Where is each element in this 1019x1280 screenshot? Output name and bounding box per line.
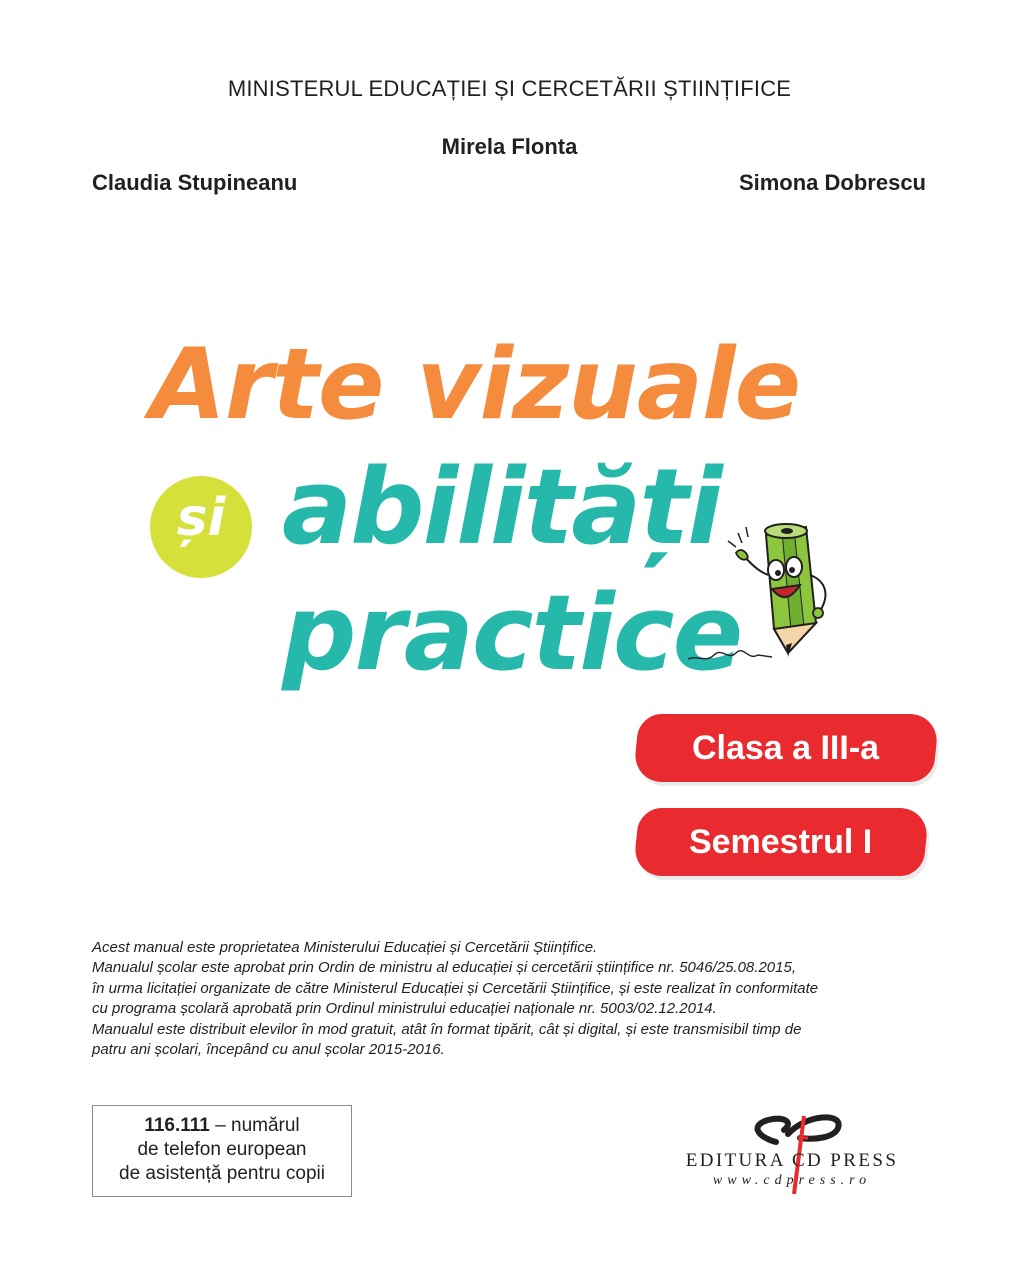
ministry-title: MINISTERUL EDUCAȚIEI ȘI CERCETĂRII ȘTIINȚIFICE [227, 76, 792, 101]
book-title-connector: și [176, 488, 226, 548]
book-title-line3: practice [282, 572, 742, 694]
class-badge [632, 714, 939, 782]
legal-notice-line: cu programa școlară aprobată prin Ordinul ministrului educației naționale nr. 5003/02.12.2014. [92, 1000, 717, 1018]
helpline-line: de asistență pentru copii [119, 1163, 325, 1184]
author-name: Mirela Flonta [441, 134, 578, 159]
legal-notice-line: în urma licitației organizate de către Ministerul Educației și Cercetării Științifice, și este realizat în conformitate [92, 979, 819, 997]
legal-notice-line: Manualul școlar este aprobat prin Ordin de ministru al educației și cercetării științifice nr. 5046/25.08.2015, [92, 959, 796, 977]
author-name: Simona Dobrescu [738, 170, 926, 195]
helpline-number: 116.111 [144, 1115, 210, 1136]
legal-notice-line: Acest manual este proprietatea Ministerului Educației și Cercetării Științifice. [92, 939, 598, 956]
publisher-url: www.cdpress.ro [712, 1173, 872, 1188]
pencil-mascot-icon [688, 515, 848, 675]
legal-notice [92, 938, 922, 1060]
legal-notice-line: patru ani școlari, începând cu anul școlar 2015-2016. [92, 1041, 445, 1059]
helpline-text: – numărul [209, 1115, 300, 1136]
semester-label: Semestrul I [689, 822, 873, 861]
semester-badge [632, 808, 929, 876]
publisher-name: EDITURA CD PRESS [685, 1150, 899, 1171]
author-name: Claudia Stupineanu [92, 170, 298, 195]
book-title-line2: abilități [282, 446, 721, 568]
book-title-line1: Arte vizuale [150, 328, 801, 442]
helpline-box [92, 1105, 352, 1197]
helpline-line: de telefon european [137, 1139, 307, 1160]
class-label: Clasa a III-a [692, 728, 880, 767]
legal-notice-line: Manualul este distribuit elevilor în mod gratuit, atât în format tipărit, cât și digital, și este transmisibil timp de [92, 1020, 802, 1038]
helpline-line [93, 1114, 351, 1138]
